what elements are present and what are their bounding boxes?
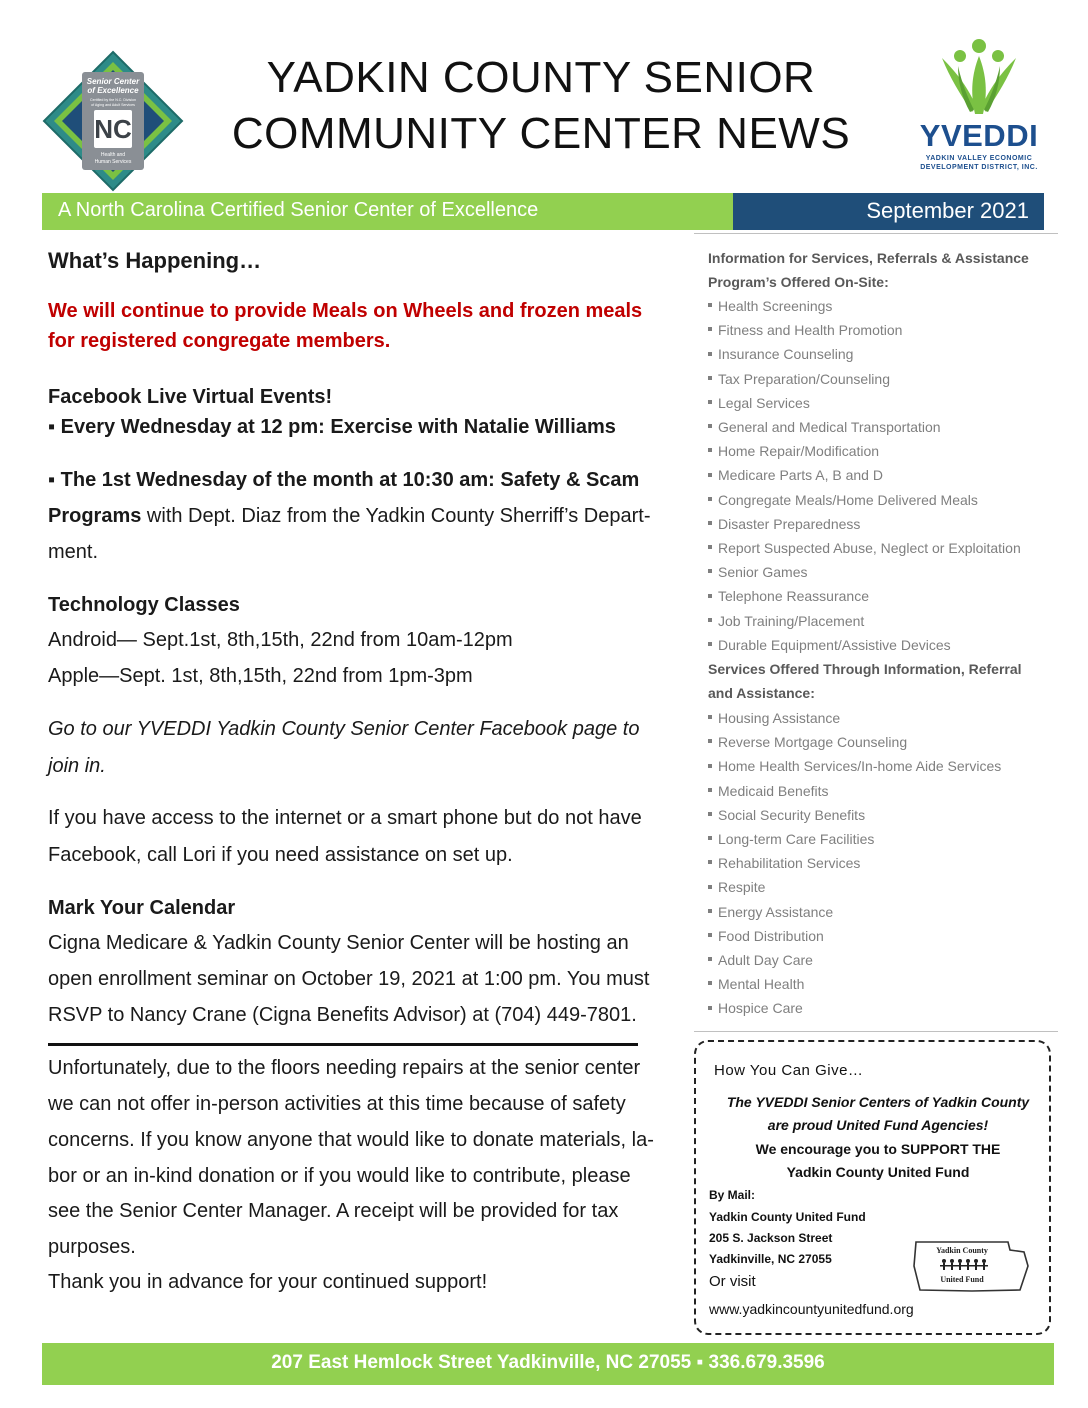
bullet-icon	[708, 933, 712, 937]
service-label: Home Repair/Modification	[718, 443, 880, 460]
meals-notice-line1: We will continue to provide Meals on Wheels and frozen meals	[48, 300, 643, 322]
bullet-icon	[708, 885, 712, 889]
badge-line2: of Excellence	[87, 86, 139, 95]
service-list-item	[708, 538, 1021, 558]
badge-line6: Human Services	[94, 159, 132, 165]
banner-tagline: A North Carolina Certified Senior Center of Excellence	[58, 199, 539, 221]
logo-name: YVEDDI	[919, 118, 1039, 153]
service-list-item	[708, 708, 840, 728]
badge-line5: Health and	[100, 152, 126, 158]
whats-happening-heading: What’s Happening…	[48, 248, 262, 273]
service-list-item	[708, 998, 803, 1018]
bullet-icon	[708, 957, 712, 961]
service-label: Disaster Preparedness	[718, 515, 861, 532]
bullet-icon	[708, 400, 712, 404]
calendar-line1: Cigna Medicare & Yadkin County Senior Center will be hosting an	[48, 932, 629, 954]
facebook-join-line2: join in.	[48, 755, 106, 777]
map-label-line2: United Fund	[940, 1275, 984, 1284]
service-list-item	[708, 756, 1001, 776]
bullet-icon	[708, 909, 712, 913]
service-label: Respite	[718, 879, 766, 896]
badge-initials: NC	[94, 114, 132, 144]
give-italic-line2: are proud United Fund Agencies!	[767, 1117, 989, 1133]
bullet-icon	[708, 788, 712, 792]
facebook-join-line1: Go to our YVEDDI Yadkin County Senior Center Facebook page to	[48, 718, 640, 740]
service-list-item	[708, 514, 860, 534]
facebook-event-safety-line2	[48, 505, 650, 528]
service-list-item	[708, 562, 807, 582]
senior-center-excellence-badge	[42, 50, 184, 192]
service-label: Long-term Care Facilities	[718, 831, 875, 847]
bullet-icon	[708, 981, 712, 985]
mail-address-line2: 205 S. Jackson Street	[709, 1231, 833, 1245]
service-list-item	[708, 877, 765, 897]
referral-heading-line2: and Assistance:	[708, 685, 815, 701]
bullet-icon	[708, 812, 712, 816]
service-label: Rehabilitation Services	[718, 855, 861, 872]
tech-apple-line: Apple—Sept. 1st, 8th,15th, 22nd from 1pm-3pm	[48, 665, 473, 687]
repair-line5: see the Senior Center Manager. A receipt will be provided for tax	[48, 1200, 619, 1222]
service-label: Hospice Care	[718, 1000, 803, 1017]
section-divider	[48, 1043, 638, 1046]
bullet-icon	[708, 473, 712, 477]
people-leaf-icon	[912, 36, 1046, 116]
repair-line4: bor or an in-kind donation or if you would like to contribute, please	[48, 1165, 631, 1187]
service-list-item	[708, 586, 869, 606]
logo-sub-line2: DEVELOPMENT DISTRICT, INC.	[920, 164, 1038, 171]
service-list-item	[708, 902, 833, 922]
bullet-icon	[708, 327, 712, 331]
service-label: Job Training/Placement	[718, 612, 865, 629]
service-list-item	[708, 320, 902, 340]
logo-sub-line1: YADKIN VALLEY ECONOMIC	[925, 155, 1033, 162]
service-label: Social Security Benefits	[718, 806, 866, 823]
referral-heading-line1: Services Offered Through Information, Referral	[708, 661, 1022, 677]
bullet-icon	[708, 545, 712, 549]
service-label: Food Distribution	[718, 927, 824, 944]
service-list-item	[708, 417, 941, 437]
bullet-icon	[708, 497, 712, 501]
service-label: Adult Day Care	[718, 952, 813, 968]
service-list-item	[708, 853, 860, 873]
issue-date: September 2021	[866, 198, 1029, 223]
footer-address: 207 East Hemlock Street Yadkinville, NC 27055 ▪ 336.679.3596	[271, 1352, 825, 1373]
service-label: Tax Preparation/Counseling	[718, 370, 890, 387]
service-list-item	[708, 296, 832, 316]
programs-word: Programs	[48, 505, 142, 527]
service-label: Legal Services	[718, 394, 810, 411]
give-heading: How You Can Give…	[714, 1062, 864, 1079]
bullet-icon	[708, 448, 712, 452]
calendar-line3: RSVP to Nancy Crane (Cigna Benefits Advisor) at (704) 449-7801.	[48, 1004, 637, 1026]
service-label: Insurance Counseling	[718, 346, 854, 363]
badge-line4: of Aging and Adult Services	[91, 103, 135, 107]
service-label: Energy Assistance	[718, 903, 834, 920]
service-list-item	[708, 950, 813, 970]
meals-notice-line2: for registered congregate members.	[48, 330, 391, 352]
mail-address-line1: Yadkin County United Fund	[709, 1210, 866, 1224]
service-label: Medicare Parts A, B and D	[718, 467, 883, 484]
bullet-icon	[708, 303, 712, 307]
service-label: Medicaid Benefits	[718, 782, 829, 799]
technology-classes-heading: Technology Classes	[48, 594, 240, 616]
service-list-item	[708, 974, 804, 994]
or-visit-label: Or visit	[709, 1273, 756, 1290]
service-label: Report Suspected Abuse, Neglect or Exploitation	[718, 540, 1021, 556]
service-label: Fitness and Health Promotion	[718, 322, 903, 339]
bullet-icon	[708, 764, 712, 768]
bullet-icon	[708, 376, 712, 380]
access-line2: Facebook, call Lori if you need assistance on set up.	[48, 844, 513, 866]
sidebar-top-rule	[694, 233, 1058, 234]
service-label: Health Screenings	[718, 298, 833, 314]
onsite-heading: Program’s Offered On-Site:	[708, 274, 889, 290]
service-list-item	[708, 441, 879, 461]
service-list-item	[708, 805, 865, 825]
bullet-icon	[708, 521, 712, 525]
service-list-item	[708, 490, 978, 510]
bullet-icon	[708, 739, 712, 743]
service-label: Telephone Reassurance	[718, 588, 869, 605]
footer-bar	[42, 1343, 1054, 1385]
service-label: Durable Equipment/Assistive Devices	[718, 636, 951, 653]
bullet-icon	[708, 352, 712, 356]
service-label: Reverse Mortgage Counseling	[718, 734, 908, 751]
service-list-item	[708, 635, 951, 655]
facebook-event-safety-line3: ment.	[48, 541, 99, 563]
service-label: Congregate Meals/Home Delivered Meals	[718, 491, 978, 508]
thanks-line: Thank you in advance for your continued support!	[48, 1271, 488, 1293]
bullet-icon	[708, 569, 712, 573]
bullet-icon	[708, 594, 712, 598]
facebook-events-heading: Facebook Live Virtual Events!	[48, 386, 333, 408]
repair-line6: purposes.	[48, 1236, 136, 1258]
bullet-icon	[708, 618, 712, 622]
bullet-icon	[708, 642, 712, 646]
title-line-1: YADKIN COUNTY SENIOR	[266, 53, 816, 102]
badge-line3: Certified by the N.C. Division	[90, 98, 136, 102]
calendar-heading: Mark Your Calendar	[48, 897, 236, 919]
logo-subtitle	[912, 154, 1046, 172]
access-line1: If you have access to the internet or a smart phone but do not have	[48, 807, 642, 829]
facebook-event-safety-line1: ▪ The 1st Wednesday of the month at 10:30 am: Safety & Scam	[48, 469, 640, 491]
yveddi-logo	[912, 36, 1046, 176]
bullet-icon	[708, 424, 712, 428]
service-label: Mental Health	[718, 976, 805, 993]
calendar-line2: open enrollment seminar on October 19, 2021 at 1:00 pm. You must	[48, 968, 650, 990]
repair-line2: we can not offer in-person activities at this time because of safety	[48, 1093, 626, 1115]
bullet-icon	[708, 836, 712, 840]
give-italic-line1: The YVEDDI Senior Centers of Yadkin County	[726, 1094, 1030, 1110]
bullet-icon	[708, 860, 712, 864]
repair-line3: concerns. If you know anyone that would like to donate materials, la-	[48, 1129, 654, 1151]
info-heading: Information for Services, Referrals & Assistance	[708, 250, 1029, 266]
yadkin-county-united-fund-map	[912, 1236, 1032, 1296]
newsletter-title	[196, 50, 886, 162]
bullet-icon	[708, 1006, 712, 1010]
service-list-item	[708, 829, 874, 849]
give-bold-line2: Yadkin County United Fund	[786, 1164, 970, 1180]
bullet-icon	[708, 715, 712, 719]
united-fund-link[interactable]: www.yadkincountyunitedfund.org	[709, 1301, 914, 1317]
service-list-item	[708, 732, 907, 752]
map-label-line1: Yadkin County	[936, 1246, 988, 1255]
service-list-item	[708, 926, 824, 946]
badge-line1: Senior Center	[86, 77, 140, 86]
title-line-2: COMMUNITY CENTER NEWS	[231, 109, 851, 158]
service-list-item	[708, 393, 810, 413]
service-list-item	[708, 369, 890, 389]
safety-rest: with Dept. Diaz from the Yadkin County Sherriff’s Depart-	[141, 505, 651, 527]
service-list-item	[708, 611, 864, 631]
by-mail-label: By Mail:	[709, 1188, 756, 1202]
service-label: General and Medical Transportation	[718, 419, 941, 435]
sidebar-mid-rule	[694, 1031, 1058, 1032]
repair-line1: Unfortunately, due to the floors needing repairs at the senior center	[48, 1057, 641, 1079]
mail-address-line3: Yadkinville, NC 27055	[709, 1252, 832, 1266]
service-label: Senior Games	[718, 564, 808, 581]
service-list-item	[708, 344, 853, 364]
give-bold-line1: We encourage you to SUPPORT THE	[755, 1141, 1001, 1157]
facebook-event-exercise: ▪ Every Wednesday at 12 pm: Exercise with Natalie Williams	[48, 416, 616, 438]
tech-android-line: Android— Sept.1st, 8th,15th, 22nd from 10am-12pm	[48, 629, 513, 651]
service-label: Housing Assistance	[718, 710, 841, 726]
service-list-item	[708, 465, 883, 485]
service-label: Home Health Services/In-home Aide Services	[718, 758, 1002, 775]
service-list-item	[708, 781, 829, 801]
